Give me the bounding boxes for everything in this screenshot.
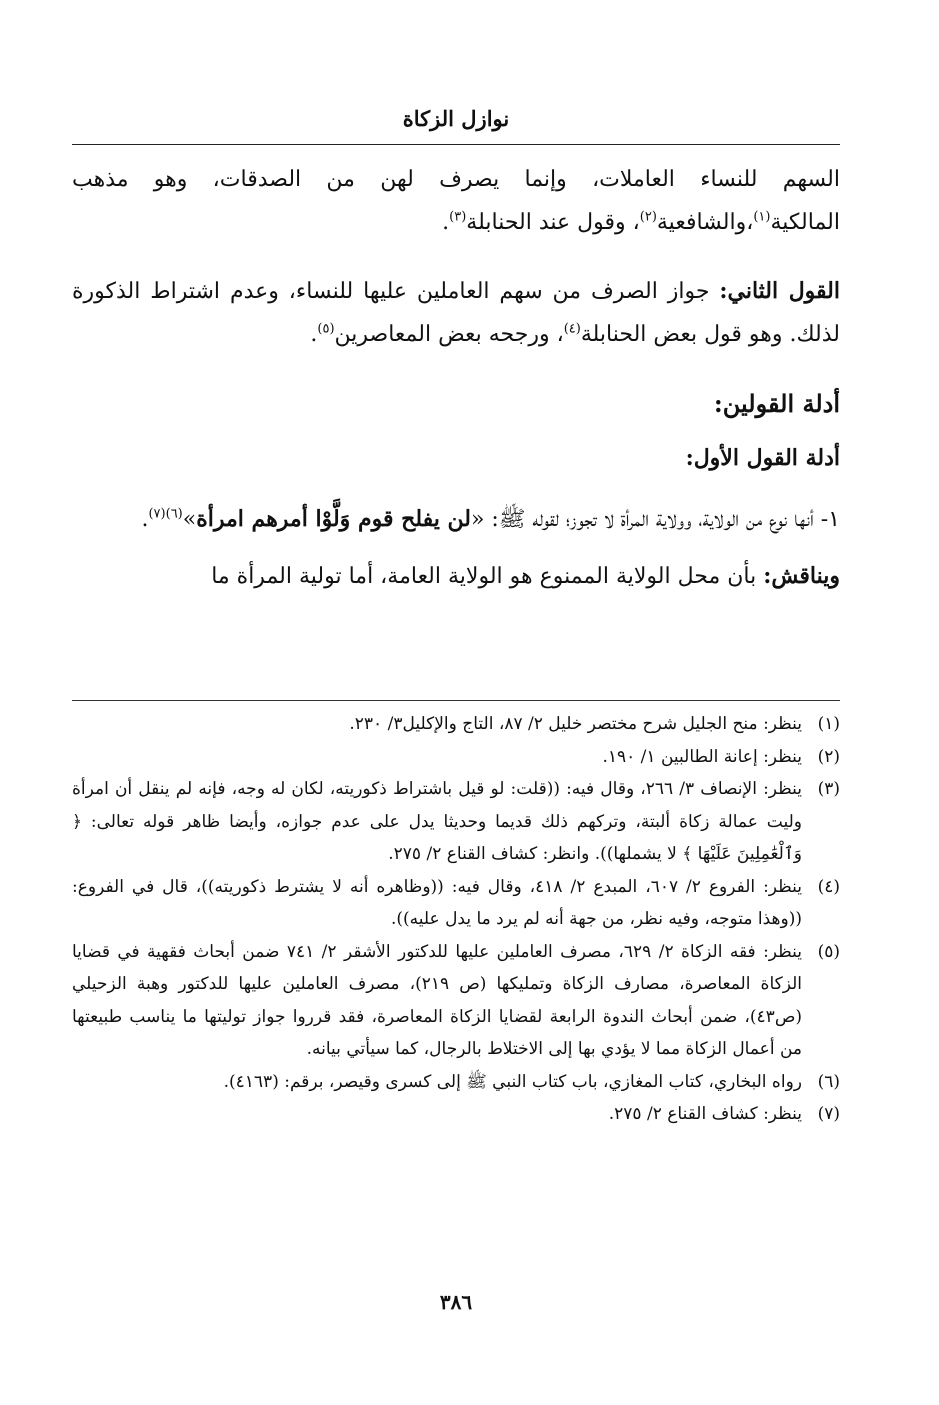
p2-text: جواز الصرف من سهم العاملين عليها للنساء، وعدم اشتراط الذكورة لذلك. وهو قول بعض الحنابلة [72, 279, 840, 347]
footnote-text: ينظر: فقه الزكاة ٢/ ٦٢٩، مصرف العاملين عليها للدكتور الأشقر ٢/ ٧٤١ ضمن أبحاث فقهية في قضايا الزكاة المعاصرة، مصارف الزكاة وتمليكها (ص ٢١٩)، مصرف العاملين عليها للدكتور وهبة الزحيلي (ص٤٣)، ضمن أبحاث الندوة الرابعة لقضايا الزكاة المعاصرة، فقد قرروا جواز توليتها ما يناسب طبيعتها من أعمال الزكاة مما لا يؤدي بها إلى الاختلاط بالرجال، كما سيأتي بيانه. [72, 941, 802, 1059]
p2-mid: ، ورجحه بعض المعاصرين [334, 322, 564, 347]
footnote-ref-2[interactable]: (٢) [639, 209, 657, 225]
hadith-text: لن يفلح قوم وَلَّوْا أمرهم امرأة [196, 506, 471, 532]
footnote-ref-4[interactable]: (٤) [563, 321, 581, 337]
footnote-ref-5[interactable]: (٥) [317, 321, 335, 337]
footnote-number: (٦) [817, 1071, 840, 1092]
p1-end: . [442, 210, 450, 235]
p2-end: . [310, 322, 318, 347]
p1-mid1: ،والشافعية [656, 210, 754, 235]
footnote-number: (٤) [817, 876, 840, 897]
footnote-ref-1[interactable]: (١) [753, 209, 771, 225]
footnote-4 [72, 871, 840, 936]
footnote-text: ينظر: الفروع ٢/ ٦٠٧، المبدع ٢/ ٤١٨، وقال فيه: ((وظاهره أنه لا يشترط ذكوريته))، قال في الفروع: ((وهذا متوجه، وفيه نظر، من جهة أنه لم يرد ما يدل عليه)). [72, 876, 802, 929]
footnote-text: رواه البخاري، كتاب المغازي، باب كتاب النبي ﷺ إلى كسرى وقيصر، برقم: (٤١٦٣). [223, 1071, 802, 1092]
p3-close-quote: » [182, 507, 197, 532]
footnote-separator [72, 700, 840, 701]
page-number: ٣٨٦ [439, 1290, 473, 1314]
paragraph-discussion [72, 555, 840, 598]
footnote-text: ينظر: منح الجليل شرح مختصر خليل ٢/ ٨٧، التاج والإكليل٣/ ٢٣٠. [349, 714, 802, 734]
p1-text: السهم للنساء العاملات، وإنما يصرف لهن من الصدقات، وهو مذهب المالكية [72, 167, 840, 235]
footnote-7 [72, 1098, 840, 1131]
footnote-number: (٥) [817, 941, 840, 962]
footnote-2 [72, 741, 840, 774]
footnote-text: ينظر: الإنصاف ٣/ ٢٦٦، وقال فيه: ((قلت: لو قيل باشتراط ذكوريته، لكان له وجه، فإنه لم ينقل أن امرأة وليت عمالة زكاة ألبتة، وتركهم ذلك قديما وحديثا يدل على عدم جوازه، وأيضا ظاهر قوله تعالى: ﴿ وَٱلْعَٰمِلِينَ عَلَيْهَا ﴾ لا يشملها)). وانظر: كشاف القناع ٢/ ٢٧٥. [72, 779, 802, 864]
footnote-number: (٧) [817, 1104, 840, 1124]
footnote-text: ينظر: إعانة الطالبين ١/ ١٩٠. [602, 746, 802, 767]
p3-end: . [141, 507, 149, 532]
footnote-number: (٣) [817, 779, 840, 799]
section-heading-evidence: أدلة القولين: [713, 389, 840, 418]
footnote-number: (٢) [817, 746, 840, 767]
paragraph-first-opinion-continued [72, 158, 840, 244]
footnote-ref-6-7[interactable]: (٦)(٧) [148, 506, 183, 522]
header-rule [72, 144, 840, 145]
p4-text: بأن محل الولاية الممنوع هو الولاية العامة، أما تولية المرأة ما [211, 564, 764, 589]
p3-text: ١- أنها نوع من الولاية، وولاية المرأة لا تجوز؛ لقوله ﷺ: « [470, 507, 840, 532]
paragraph-second-opinion [72, 270, 840, 356]
main-text [72, 158, 840, 624]
footnote-3 [72, 773, 840, 871]
footnote-6 [72, 1066, 840, 1099]
footnote-5 [72, 936, 840, 1066]
p1-mid2: ، وقول عند الحنابلة [466, 210, 640, 235]
footnotes [72, 708, 840, 1131]
footnote-1 [72, 708, 840, 741]
subsection-heading-first-evidence: أدلة القول الأول: [685, 445, 840, 471]
running-header-title: نوازل الزكاة [402, 106, 510, 131]
footnote-number: (١) [817, 714, 840, 734]
second-opinion-label: القول الثاني: [719, 278, 840, 304]
paragraph-evidence-1 [72, 498, 840, 541]
book-page [72, 0, 840, 1405]
footnote-text: ينظر: كشاف القناع ٢/ ٢٧٥. [608, 1104, 802, 1124]
discussion-label: ويناقش: [763, 563, 840, 589]
footnote-ref-3[interactable]: (٣) [449, 209, 467, 225]
